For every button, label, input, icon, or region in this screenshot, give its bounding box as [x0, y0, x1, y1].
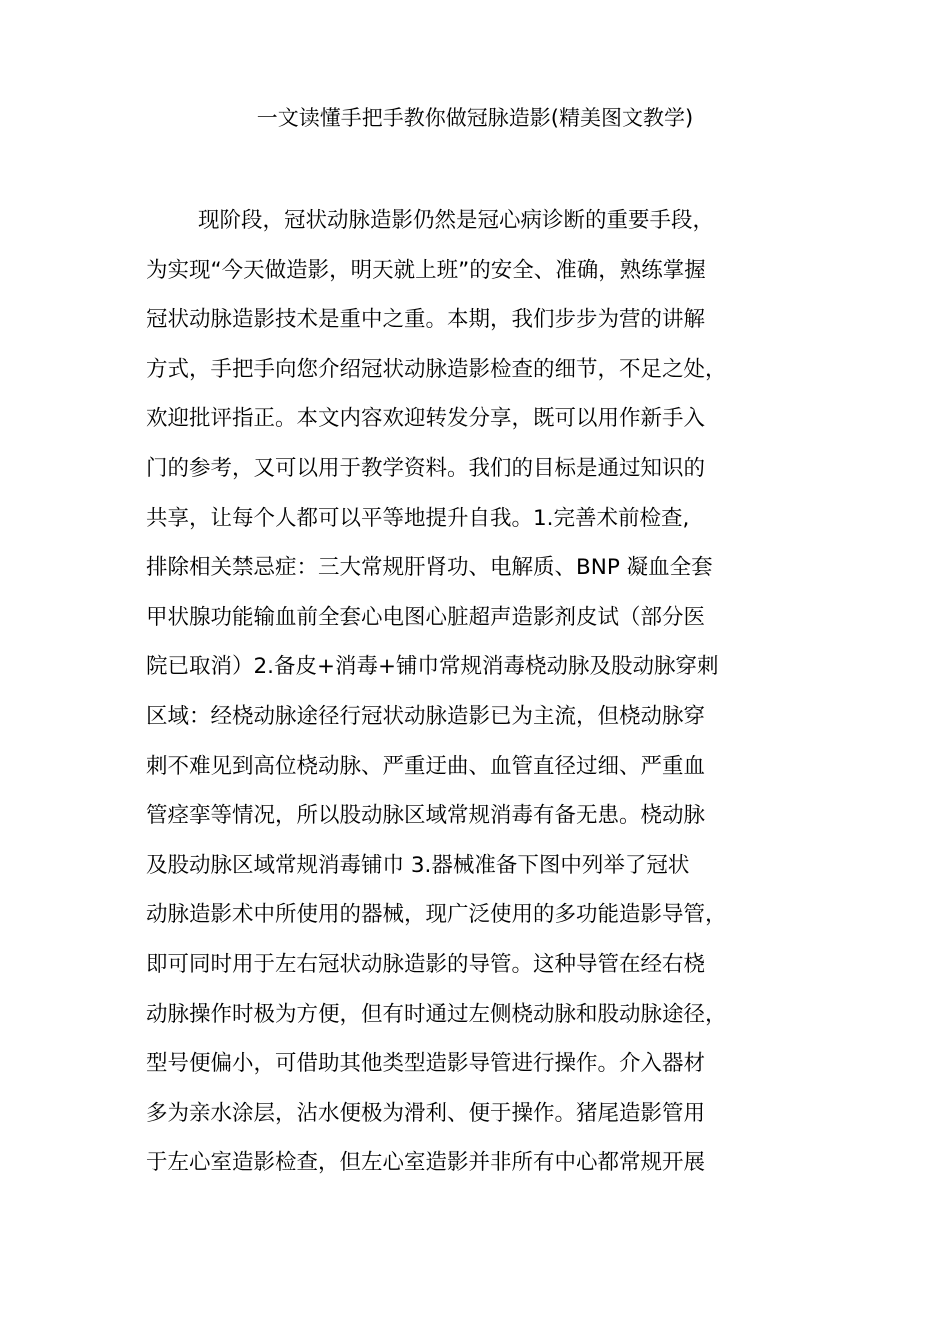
paragraph-line: 型号便偏小，可借助其他类型造影导管进行操作。介入器材 — [146, 1051, 706, 1077]
paragraph-line: 甲状腺功能输血前全套心电图心脏超声造影剂皮试（部分医 — [146, 604, 706, 630]
paragraph-line: 现阶段，冠状动脉造影仍然是冠心病诊断的重要手段， — [198, 208, 715, 233]
document-body — [146, 204, 846, 1196]
paragraph-line: 共享，让每个人都可以平等地提升自我。1.完善术前检查, — [146, 505, 690, 531]
paragraph-line: 即可同时用于左右冠状动脉造影的导管。这种导管在经右桡 — [146, 951, 706, 977]
paragraph-line: 管痉挛等情况，所以股动脉区域常规消毒有备无患。桡动脉 — [146, 803, 706, 829]
paragraph-line: 冠状动脉造影技术是重中之重。本期，我们步步为营的讲解 — [146, 307, 706, 333]
paragraph-line: 及股动脉区域常规消毒铺巾 3.器械准备下图中列举了冠状 — [146, 852, 690, 878]
paragraph-line: 区域：经桡动脉途径行冠状动脉造影已为主流，但桡动脉穿 — [146, 703, 706, 729]
paragraph-line: 于左心室造影检查，但左心室造影并非所有中心都常规开展 — [146, 1150, 706, 1176]
paragraph-line: 动脉造影术中所使用的器械，现广泛使用的多功能造影导管， — [146, 902, 727, 928]
paragraph-line: 方式，手把手向您介绍冠状动脉造影检查的细节，不足之处， — [146, 356, 727, 382]
paragraph-line: 门的参考，又可以用于教学资料。我们的目标是通过知识的 — [146, 455, 706, 481]
paragraph-line: 欢迎批评指正。本文内容欢迎转发分享，既可以用作新手入 — [146, 406, 706, 432]
document-title: 一文读懂手把手教你做冠脉造影(精美图文教学) — [256, 106, 694, 130]
paragraph-line: 为实现“今天做造影，明天就上班”的安全、准确，熟练掌握 — [146, 257, 706, 283]
paragraph-line: 排除相关禁忌症：三大常规肝肾功、电解质、BNP 凝血全套 — [146, 555, 713, 581]
paragraph-line: 多为亲水涂层，沾水便极为滑利、便于操作。猪尾造影管用 — [146, 1100, 706, 1126]
paragraph-line: 动脉操作时极为方便，但有时通过左侧桡动脉和股动脉途径， — [146, 1001, 727, 1027]
paragraph-line: 刺不难见到高位桡动脉、严重迂曲、血管直径过细、严重血 — [146, 753, 706, 779]
paragraph-line: 院已取消）2.备皮+消毒+铺巾常规消毒桡动脉及股动脉穿刺 — [146, 654, 719, 680]
